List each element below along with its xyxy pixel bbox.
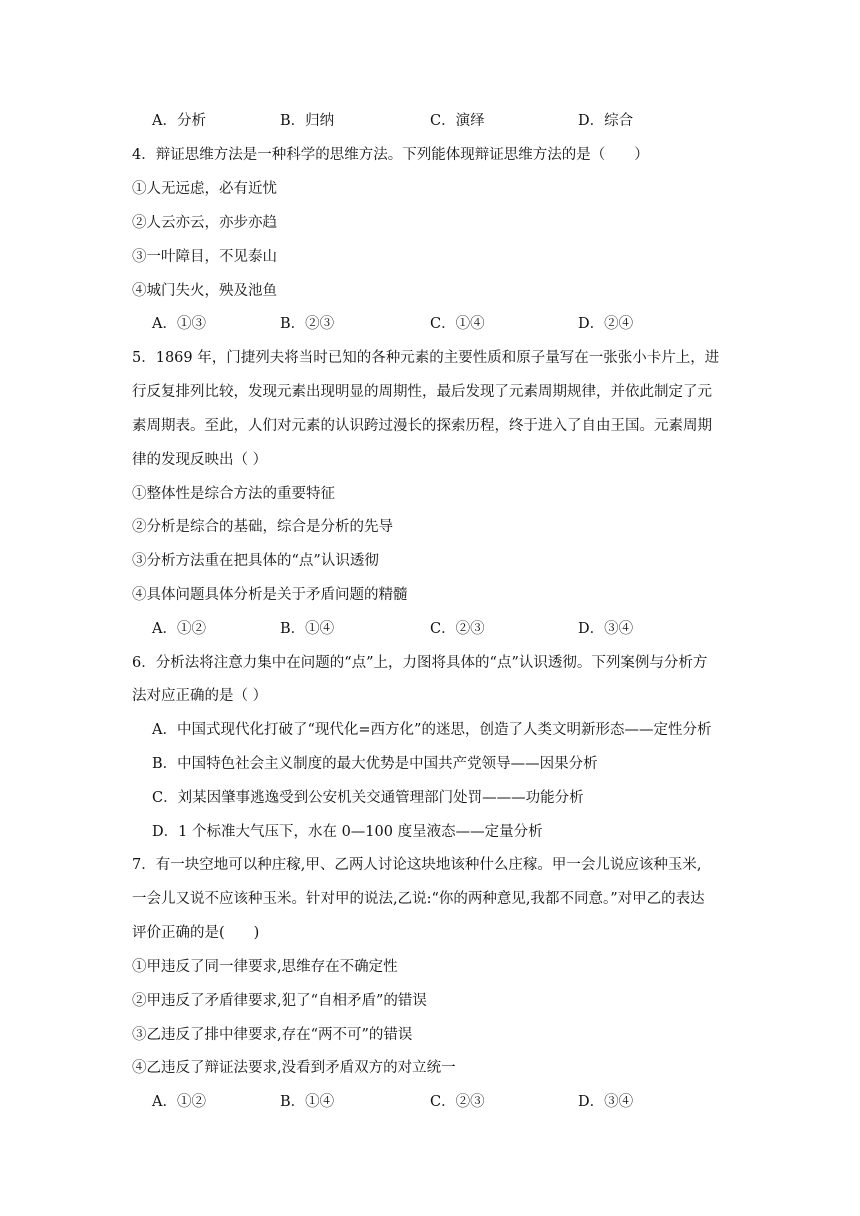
q4-options [152,314,633,334]
q5-item-3: ③分析方法重在把具体的“点”认识透彻 [132,553,379,569]
q6-option-c[interactable]: C．刘某因肇事逃逸受到公安机关交通管理部门处罚———功能分析 [152,790,584,806]
q6-stem-line-2: 法对应正确的是（ ） [132,688,268,704]
q6-option-a[interactable]: A．中国式现代化打破了“现代化=西方化”的迷思，创造了人类文明新形态——定性分析 [152,722,712,738]
q4-item-1: ①人无远虑，必有近忧 [132,181,277,197]
q5-stem-line-3: 素周期表。至此，人们对元素的认识跨过漫长的探索历程，终于进入了自由王国。元素周期 [132,418,712,434]
q7-item-1: ①甲违反了同一律要求,思维存在不确定性 [132,959,398,975]
q5-stem-line-4: 律的发现反映出（ ） [132,452,268,468]
q7-option-b[interactable]: B．①④ [280,1094,335,1110]
q5-options [152,619,633,639]
q7-option-d[interactable]: D．③④ [578,1094,634,1110]
q4-stem: 4．辩证思维方法是一种科学的思维方法。下列能体现辩证思维方法的是（ ） [132,147,649,163]
q5-option-d[interactable]: D．③④ [578,621,634,637]
q3-options [152,111,633,131]
q7-stem-line-2: 一会儿又说不应该种玉米。针对甲的说法,乙说:“你的两种意见,我都不同意。”对甲乙的表达 [132,891,705,907]
q7-option-c[interactable]: C．②③ [430,1094,485,1110]
q4-option-a[interactable]: A．①③ [152,316,206,332]
q7-stem-line-3: 评价正确的是( ) [132,925,260,941]
q6-option-d[interactable]: D．1 个标准大气压下，水在 0—100 度呈液态——定量分析 [152,824,543,840]
q4-option-b[interactable]: B．②③ [280,316,335,332]
q5-option-b[interactable]: B．①④ [280,621,335,637]
q5-option-a[interactable]: A．①② [152,621,206,637]
q3-option-c[interactable]: C．演绎 [430,113,485,129]
q7-item-3: ③乙违反了排中律要求,存在“两不可”的错误 [132,1027,413,1043]
q3-option-d[interactable]: D．综合 [578,113,634,129]
q7-stem-line-1: 7．有一块空地可以种庄稼,甲、乙两人讨论这块地该种什么庄稼。甲一会儿说应该种玉米, [132,857,702,873]
q4-item-2: ②人云亦云，亦步亦趋 [132,215,277,231]
q6-stem-line-1: 6．分析法将注意力集中在问题的“点”上，力图将具体的“点”认识透彻。下列案例与分析方 [132,655,708,671]
q7-item-4: ④乙违反了辩证法要求,没看到矛盾双方的对立统一 [132,1060,456,1076]
q4-item-3: ③一叶障目，不见泰山 [132,249,277,265]
q5-stem-line-2: 行反复排列比较，发现元素出现明显的周期性，最后发现了元素周期规律，并依此制定了元 [132,384,712,400]
q5-item-4: ④具体问题具体分析是关于矛盾问题的精髓 [132,587,408,603]
q3-option-b[interactable]: B．归纳 [280,113,335,129]
q7-item-2: ②甲违反了矛盾律要求,犯了“自相矛盾”的错误 [132,993,427,1009]
q5-stem-line-1: 5．1869 年，门捷列夫将当时已知的各种元素的主要性质和原子量写在一张张小卡片上，进 [132,350,720,366]
q5-item-2: ②分析是综合的基础，综合是分析的先导 [132,519,393,535]
q5-item-1: ①整体性是综合方法的重要特征 [132,486,335,502]
q3-option-a[interactable]: A．分析 [152,113,206,129]
q7-options [152,1092,633,1112]
q7-option-a[interactable]: A．①② [152,1094,206,1110]
q6-option-b[interactable]: B．中国特色社会主义制度的最大优势是中国共产党领导——因果分析 [152,756,598,772]
q4-item-4: ④城门失火，殃及池鱼 [132,283,277,299]
q4-option-c[interactable]: C．①④ [430,316,485,332]
q4-option-d[interactable]: D．②④ [578,316,634,332]
q5-option-c[interactable]: C．②③ [430,621,485,637]
